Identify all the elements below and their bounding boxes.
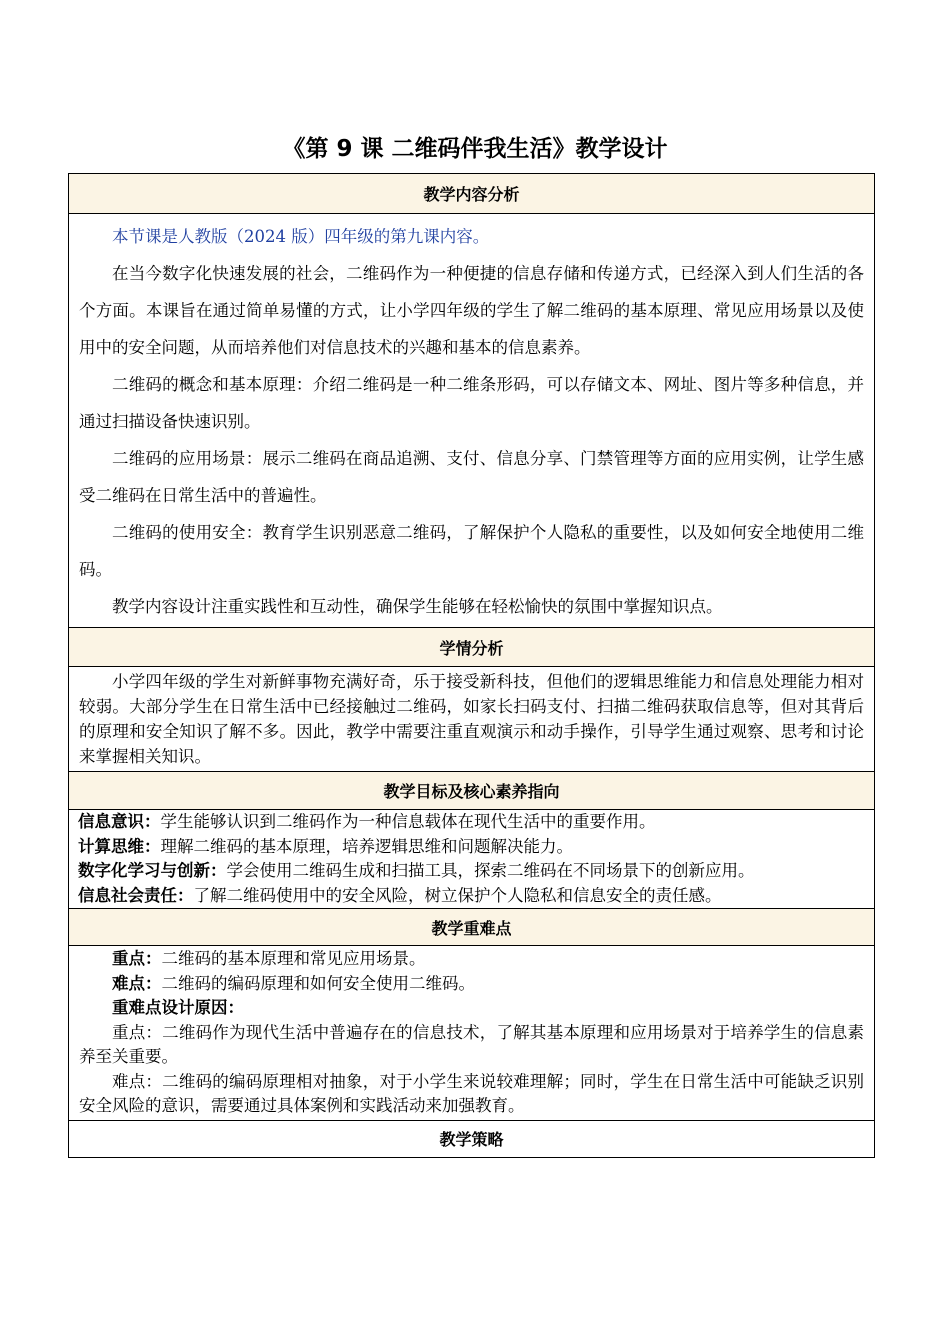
- strategy-heading: 教学策略: [69, 1120, 875, 1157]
- lesson-plan-table: [68, 173, 875, 1158]
- objective-item: [78, 859, 864, 884]
- content-analysis-paragraph: 在当今数字化快速发展的社会，二维码作为一种便捷的信息存储和传递方式，已经深入到人们生活的各个方面。本课旨在通过简单易懂的方式，让小学四年级的学生了解二维码的基本原理、常见应用场景以及使用中的安全问题，从而培养他们对信息技术的兴趣和基本的信息素养。: [79, 264, 864, 357]
- objective-text: 学会使用二维码生成和扫描工具，探索二维码在不同场景下的创新应用。: [226, 861, 755, 880]
- content-analysis-paragraph: 二维码的使用安全：教育学生识别恶意二维码，了解保护个人隐私的重要性，以及如何安全地使用二维码。: [79, 523, 864, 579]
- content-analysis-paragraph: 教学内容设计注重实践性和互动性，确保学生能够在轻松愉快的氛围中掌握知识点。: [112, 597, 723, 616]
- design-reason-label: 重难点设计原因：: [112, 998, 244, 1017]
- objectives-heading: 教学目标及核心素养指向: [69, 772, 875, 810]
- objective-label: 数字化学习与创新：: [78, 861, 227, 880]
- content-analysis-body: [69, 214, 875, 628]
- objective-item: [78, 835, 864, 860]
- objective-label: 信息社会责任：: [78, 885, 194, 905]
- learner-analysis-heading: 学情分析: [69, 628, 875, 667]
- difficult-point-text: 二维码的编码原理和如何安全使用二维码。: [161, 973, 475, 993]
- difficult-point-label: 难点：: [112, 973, 162, 993]
- learner-analysis-body: [69, 667, 875, 772]
- difficult-point: [79, 972, 864, 997]
- document-title: 《第 9 课 二维码伴我生活》教学设计: [282, 136, 668, 162]
- key-point: [79, 947, 864, 972]
- content-analysis-paragraph: 二维码的概念和基本原理：介绍二维码是一种二维条形码，可以存储文本、网址、图片等多种信息，并通过扫描设备快速识别。: [79, 375, 864, 431]
- content-analysis-heading: 教学内容分析: [69, 174, 875, 214]
- objective-item: [78, 810, 864, 835]
- learner-analysis-text: 小学四年级的学生对新鲜事物充满好奇，乐于接受新科技，但他们的逻辑思维能力和信息处理能力相对较弱。大部分学生在日常生活中已经接触过二维码，如家长扫码支付、扫描二维码获取信息等，但对其背后的原理和安全知识了解不多。因此，教学中需要注重直观演示和动手操作，引导学生通过观察、思考和讨论来掌握相关知识。: [79, 672, 864, 766]
- key-point-label: 重点：: [112, 949, 162, 968]
- design-reason-difficult: 难点：二维码的编码原理相对抽象，对于小学生来说较难理解；同时，学生在日常生活中可能缺乏识别安全风险的意识，需要通过具体案例和实践活动来加强教育。: [79, 1071, 864, 1115]
- design-reason-key: 重点：二维码作为现代生活中普遍存在的信息技术，了解其基本原理和应用场景对于培养学生的信息素养至关重要。: [79, 1022, 864, 1066]
- content-analysis-paragraph: 二维码的应用场景：展示二维码在商品追溯、支付、信息分享、门禁管理等方面的应用实例，让学生感受二维码在日常生活中的普遍性。: [79, 449, 864, 505]
- content-analysis-intro: 本节课是人教版（2024 版）四年级的第九课内容。: [112, 227, 490, 246]
- key-points-heading: 教学重难点: [69, 909, 875, 946]
- objective-text: 了解二维码使用中的安全风险，树立保护个人隐私和信息安全的责任感。: [193, 885, 722, 905]
- objective-label: 信息意识：: [78, 812, 161, 831]
- objective-label: 计算思维：: [78, 836, 161, 856]
- key-point-text: 二维码的基本原理和常见应用场景。: [161, 949, 426, 968]
- objective-text: 学生能够认识到二维码作为一种信息载体在现代生活中的重要作用。: [160, 812, 656, 831]
- key-points-body: [69, 946, 875, 1121]
- objectives-body: [69, 810, 875, 909]
- objective-item: [78, 884, 864, 909]
- objective-text: 理解二维码的基本原理，培养逻辑思维和问题解决能力。: [160, 836, 573, 856]
